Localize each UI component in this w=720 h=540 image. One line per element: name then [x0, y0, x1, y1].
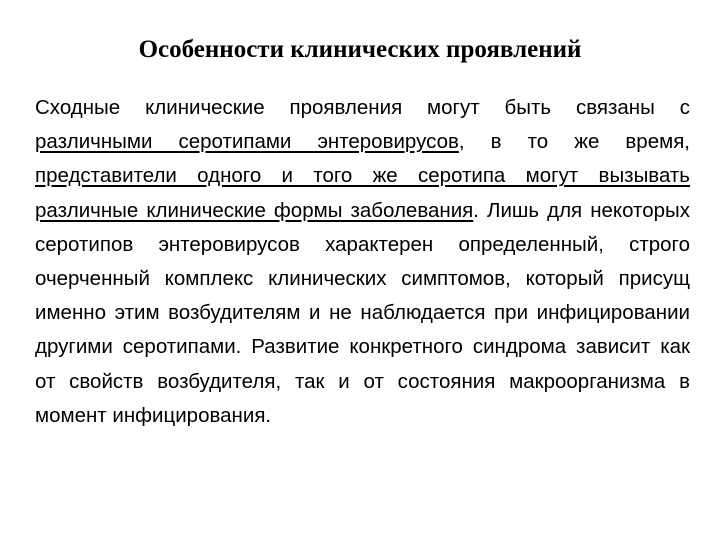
paragraph-text-3: . Лишь для некоторых серотипов энтеровирусов характерен определенный, строго очерченный комплекс клинических симптомов, который присущ именно этим возбудителям и не наблюдается при инфицировании другими серотипами. Развитие конкретного синдрома зависит как от свойств возбудителя, так и от состояния макроорганизма в момент инфицирования. — [35, 198, 691, 427]
underlined-phrase-clinical-forms: представители одного и того же серотипа могут вызывать различные клинические формы заболевания — [35, 164, 690, 222]
body-paragraph — [35, 91, 690, 433]
underlined-phrase-serotypes: различными серотипами энтеровирусов — [35, 130, 459, 154]
paragraph-text-1: Сходные клинические проявления могут быть связаны с — [35, 96, 690, 119]
paragraph-text-2: , в то же время, — [458, 130, 690, 154]
slide-title: Особенности клинических проявлений — [138, 36, 582, 63]
